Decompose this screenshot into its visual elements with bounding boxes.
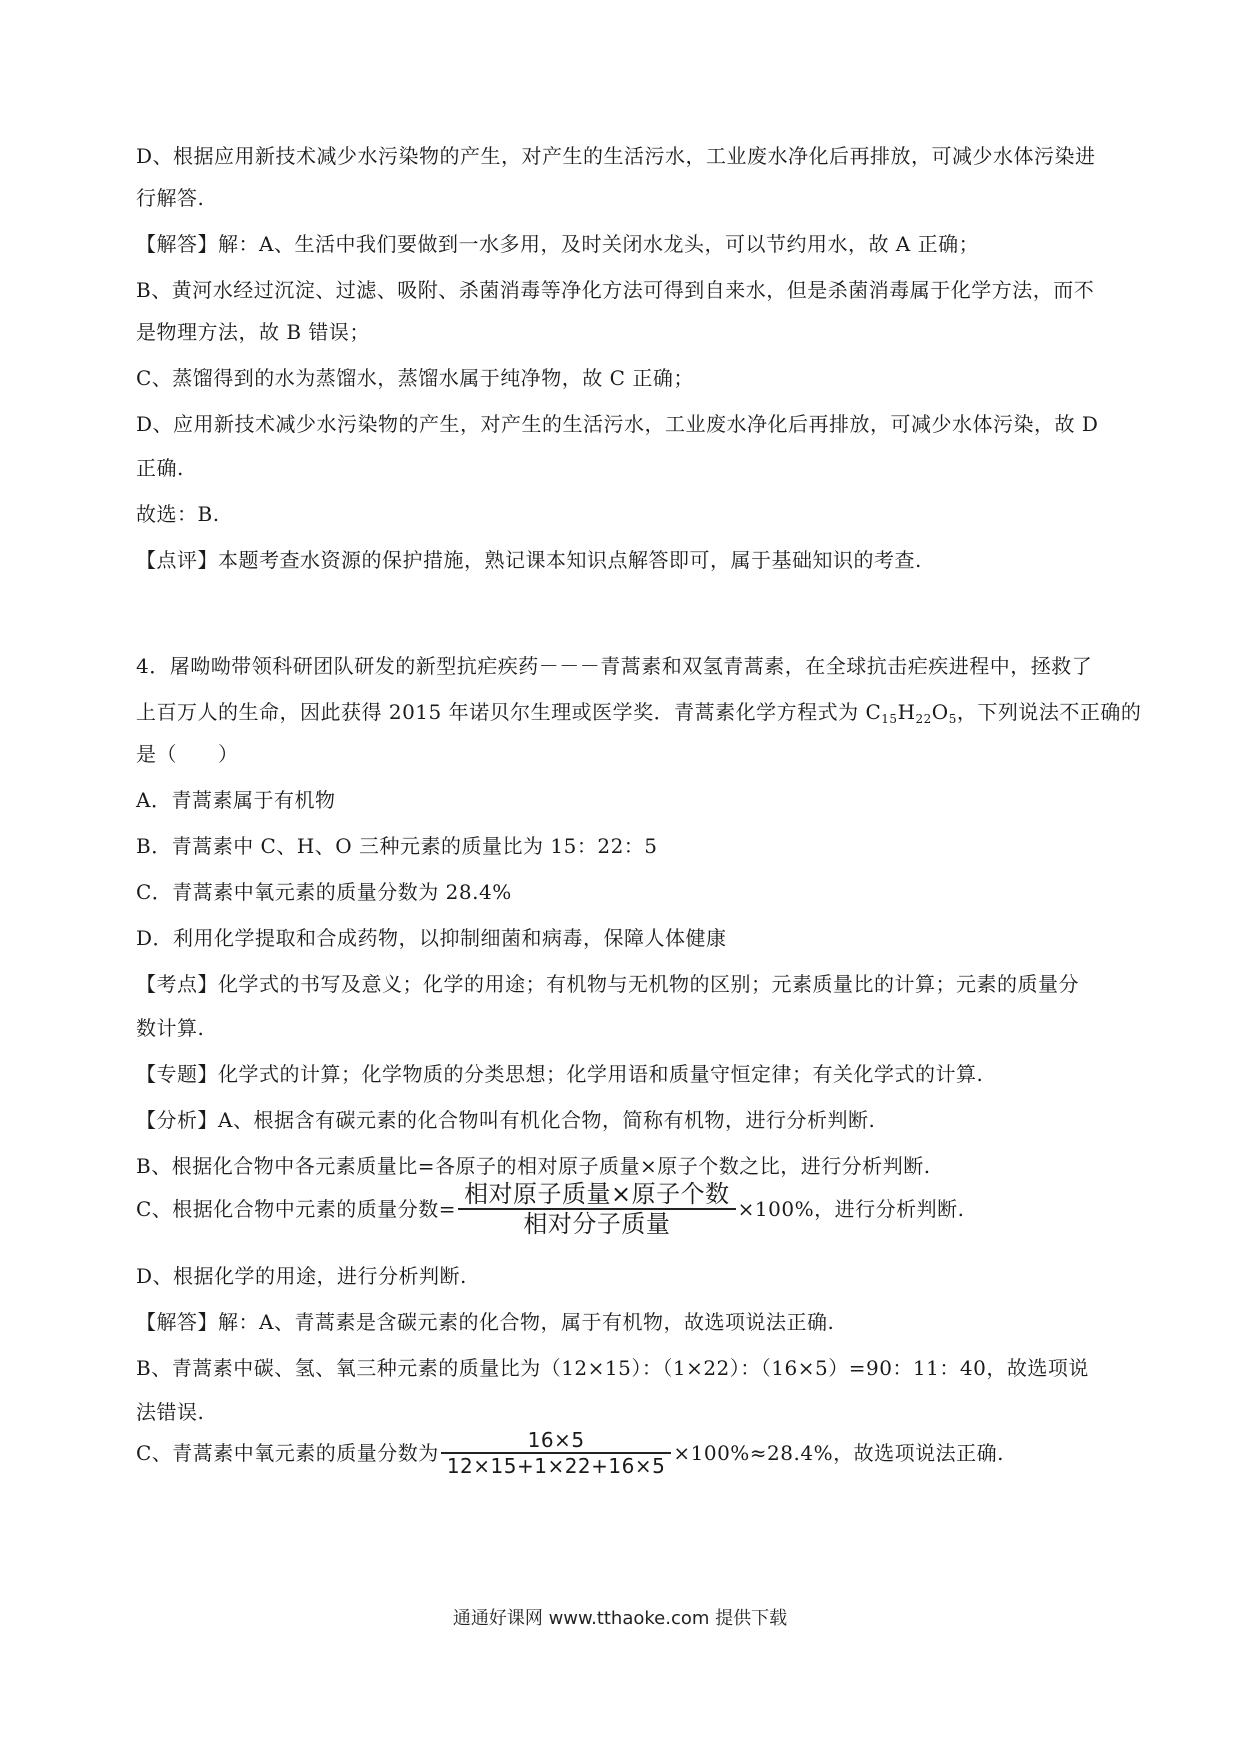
page-footer: 通通好课网 www.tthaoke.com 提供下载 bbox=[452, 1608, 788, 1629]
text-line: D、应用新技术减少水污染物的产生，对产生的生活污水，工业废水净化后再排放，可减少水体污染，故 D bbox=[136, 412, 1099, 436]
text-line: 是物理方法，故 B 错误； bbox=[136, 320, 370, 344]
text-line: B、青蒿素中碳、氢、氧三种元素的质量比为（12×15）：（1×22）：（16×5）=90：11：40，故选项说 bbox=[136, 1356, 1089, 1380]
text-line: D、根据化学的用途，进行分析判断. bbox=[136, 1264, 467, 1288]
text-line: B、黄河水经过沉淀、过滤、吸附、杀菌消毒等净化方法可得到自来水，但是杀菌消毒属于化学方法，而不 bbox=[136, 278, 1095, 302]
text-line: 【分析】A、根据含有碳元素的化合物叫有机化合物，简称有机物，进行分析判断. bbox=[136, 1108, 876, 1132]
text-line: 正确. bbox=[136, 456, 184, 480]
question-title: 4．屠呦呦带领科研团队研发的新型抗疟疾药－－－青蒿素和双氢青蒿素，在全球抗击疟疾进程中，拯救了 bbox=[136, 654, 1093, 678]
option-c: C．青蒿素中氧元素的质量分数为 28.4% bbox=[136, 880, 512, 904]
fraction: $\frac{16\times 5}{12\times 15+1\times 22+16\times 5}$ bbox=[441, 1428, 672, 1478]
text-line: D、根据应用新技术减少水污染物的产生，对产生的生活污水，工业废水净化后再排放，可减少水体污染进 bbox=[136, 144, 1096, 168]
text-line: 法错误. bbox=[136, 1400, 205, 1424]
text-line: 数计算. bbox=[136, 1016, 205, 1040]
question-title: 上百万人的生命，因此获得 2015 年诺贝尔生理或医学奖．青蒿素化学方程式为 $C_{15}H_{22}O_5$，下列说法不正确的 bbox=[136, 700, 1142, 726]
option-a: A．青蒿素属于有机物 bbox=[136, 788, 336, 812]
text-line: 【专题】化学式的计算；化学物质的分类思想；化学用语和质量守恒定律；有关化学式的计算. bbox=[136, 1062, 984, 1086]
text-line: 行解答. bbox=[136, 186, 205, 210]
option-b: B．青蒿素中 C、H、O 三种元素的质量比为 15：22：5 bbox=[136, 834, 658, 858]
question-title: 是（ ） bbox=[136, 742, 239, 766]
text-line: 【解答】解：A、生活中我们要做到一水多用，及时关闭水龙头，可以节约用水，故 A 正确； bbox=[136, 232, 980, 256]
text-line: 【解答】解：A、青蒿素是含碳元素的化合物，属于有机物，故选项说法正确. bbox=[136, 1310, 835, 1334]
text-line: C、蒸馏得到的水为蒸馏水，蒸馏水属于纯净物，故 C 正确； bbox=[136, 366, 694, 390]
formula-line: C、青蒿素中氧元素的质量分数为 $\frac{16\times 5}{12\times 15+1\times 22+16\times 5}$ ×100%≈28.4%，故选项说法正确. bbox=[136, 1428, 1004, 1478]
option-d: D．利用化学提取和合成药物，以抑制细菌和病毒，保障人体健康 bbox=[136, 926, 727, 950]
text-line: B、根据化合物中各元素质量比=各原子的相对原子质量×原子个数之比，进行分析判断. bbox=[136, 1154, 931, 1178]
text-line: 故选：B. bbox=[136, 502, 220, 526]
text-line: 【点评】本题考查水资源的保护措施，熟记课本知识点解答即可，属于基础知识的考查. bbox=[136, 548, 922, 572]
formula-line: C、根据化合物中元素的质量分数= $\frac{\text{相对原子质量×原子个数}}{\text{相对分子质量}}$ ×100%，进行分析判断. bbox=[136, 1180, 965, 1238]
text-line: 【考点】化学式的书写及意义；化学的用途；有机物与无机物的区别；元素质量比的计算；元素的质量分 bbox=[136, 972, 1079, 996]
fraction: $\frac{\text{相对原子质量×原子个数}}{\text{相对分子质量}}$ bbox=[458, 1180, 736, 1238]
